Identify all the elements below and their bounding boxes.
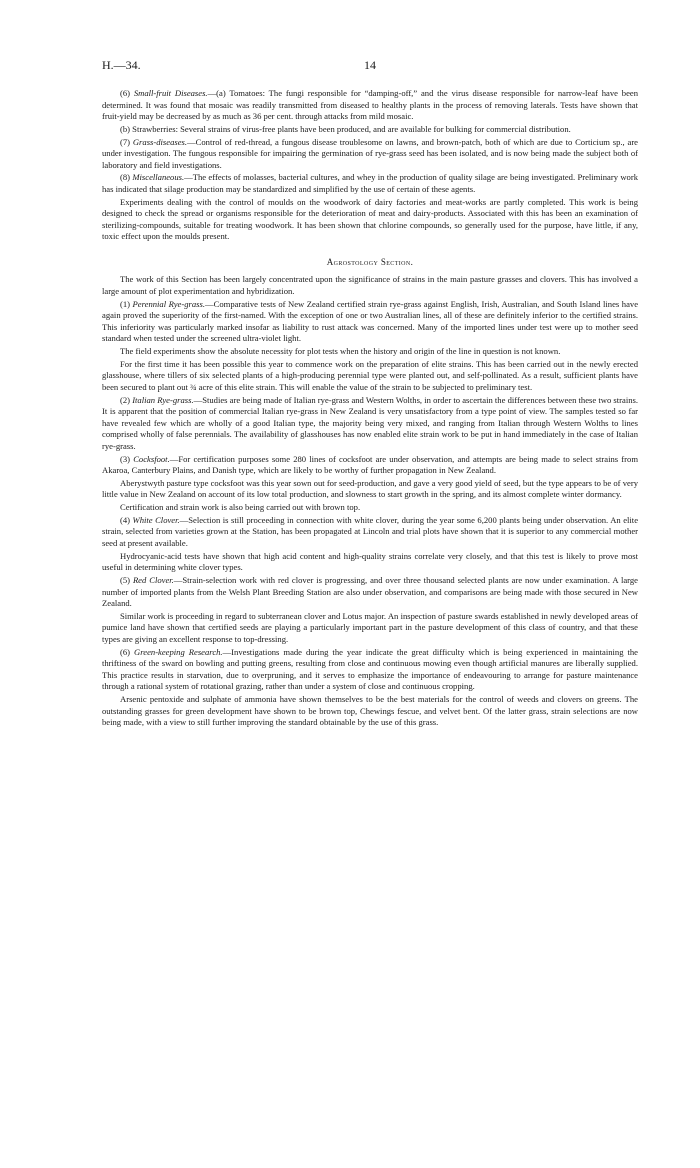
paragraph-text: Arsenic pentoxide and sulphate of ammonia have shown themselves to be the best materials for the control of weeds and clovers on greens. The outstanding grasses for green development have shown to be brown top, Chewings fescue, and velvet bent. Of the latter grass, strain selections are now being made, with a view to still further improving the standard obtainable by the use of this grass. bbox=[102, 693, 638, 728]
paragraph-number: (4) bbox=[120, 514, 133, 525]
paragraph bbox=[102, 647, 638, 693]
paragraph-text: —Strain-selection work with red clover is progressing, and over three thousand selected plants are now under examination. A large number of imported plants from the Welsh Plant Breeding Station are also under observation, and comparisons are being made with those secured in New Zealand. bbox=[102, 574, 638, 609]
paragraph-number: (6) bbox=[120, 88, 134, 98]
paragraph-text: The work of this Section has been largely concentrated upon the significance of strains in the main pasture grasses and clovers. This has involved a large amount of plot experimentation and hybridization. bbox=[102, 274, 638, 296]
document-body bbox=[102, 88, 638, 730]
paragraph-title: Small-fruit Diseases. bbox=[133, 88, 208, 98]
paragraph bbox=[102, 346, 638, 358]
paragraph-title: Italian Rye-grass. bbox=[132, 394, 194, 405]
page-number: 14 bbox=[364, 58, 376, 72]
paragraph bbox=[102, 137, 638, 172]
paragraph bbox=[102, 515, 638, 550]
paragraph-text: —Comparative tests of New Zealand certified strain rye-grass against English, Irish, Australian, and South Island lines have again proved the superiority of the first-named. With the exception of one or two Australian lines, all of these are definitely inferior to the certified strains. This inferiority was particularly marked insofar as liability to rust attack was concerned. Many of the imported lines under test were up to mother seed standard when tested under the screened ultra-violet light. bbox=[102, 298, 639, 344]
paragraph-text: —(a) Tomatoes: The fungi responsible for “damping-off,” and the virus disease responsible for narrow-leaf have been determined. It was found that mosaic was readily transmitted from diseased to healthy plants in the process of removing laterals. Tests have shown that fruit-yield may be decreased by as much as 36 per cent. through attacks from mild mosaic. bbox=[102, 88, 638, 122]
paragraph-text: Certification and strain work is also being carried out with brown top. bbox=[120, 502, 361, 513]
paragraph-number: (8) bbox=[120, 172, 133, 183]
paragraph bbox=[102, 299, 638, 345]
paragraph-title: Grass-diseases. bbox=[132, 136, 188, 147]
paragraph-number: (3) bbox=[120, 453, 134, 464]
paragraph-number: (2) bbox=[120, 394, 133, 405]
paragraph-title: White Clover. bbox=[132, 514, 180, 525]
paragraph-text: Experiments dealing with the control of moulds on the woodwork of dairy factories and meat-works are partly completed. This work is being designed to check the spread or organisms responsible for the deterioration of meat and dairy-products. Associated with this has been an examination of sterilizing-compounds, suitable for treating woodwork. It has been shown that chlorine compounds, so generally used for the purpose, have little, if any, toxic effect upon the moulds present. bbox=[102, 196, 638, 242]
paragraph bbox=[102, 274, 638, 297]
paragraph-title: Cocksfoot. bbox=[133, 453, 170, 464]
paragraph-number: (5) bbox=[120, 574, 133, 585]
paragraph bbox=[102, 359, 638, 394]
paragraph bbox=[102, 124, 638, 136]
paragraph-title: Green-keeping Research. bbox=[134, 646, 223, 657]
paragraph bbox=[102, 88, 638, 123]
paragraph-text: —Investigations made during the year indicate the great difficulty which is being experienced in maintaining the thriftiness of the sward on bowling and putting greens, resulting from close and continuous mowing even though artificial manures are liberally supplied. This practice results in starvation, due to overpruning, and it serves to emphasize the importance of endeavouring to arrange for pasture maintenance through a rational system of rotational grazing, rather than under a system of close and continuous cropping. bbox=[102, 646, 638, 692]
paragraph-text: (b) Strawberries: Several strains of virus-free plants have been produced, and are available for bulking for commercial distribution. bbox=[120, 123, 571, 134]
paragraph bbox=[102, 172, 638, 195]
paragraph-text: —The effects of molasses, bacterial cultures, and whey in the production of quality silage are being investigated. Preliminary work has indicated that silage production may be standardized and simplified by the use of certain of these agents. bbox=[102, 172, 639, 194]
paragraph-title: Perennial Rye-grass. bbox=[132, 298, 206, 309]
section-heading: Agrostology Section. bbox=[326, 256, 414, 267]
paragraph-text: —Control of red-thread, a fungous disease troublesome on lawns, and brown-patch, both of which are due to Corticium sp., are under investigation. The fungous responsible for impairing the germination of rye-grass seed has been isolated, and is now being made the subject both of laboratory and field investigations. bbox=[102, 136, 638, 170]
paragraph-number: (6) bbox=[120, 646, 135, 657]
paragraph-text: The field experiments show the absolute necessity for plot tests when the history and origin of the line in question is not known. bbox=[120, 346, 561, 357]
paragraph bbox=[102, 454, 638, 477]
paragraph-group-agrostology bbox=[102, 274, 638, 728]
paragraph-text: Hydrocyanic-acid tests have shown that high acid content and high-quality strains correlate very closely, and that this test is likely to prove most useful in determining white clover types. bbox=[102, 550, 638, 573]
document-reference: H.—34. bbox=[102, 58, 141, 72]
paragraph-text: Similar work is proceeding in regard to subterranean clover and Lotus major. An inspection of pasture swards established in newly developed areas of pumice land have shown that certified seeds are playing a particularly important part in the pasture development of this class of country, and that these types are giving an excellent response to top-dressing. bbox=[102, 610, 638, 644]
page-header bbox=[102, 58, 638, 74]
paragraph-number: (1) bbox=[120, 298, 133, 309]
paragraph bbox=[102, 395, 638, 453]
paragraph bbox=[102, 478, 638, 501]
paragraph bbox=[102, 694, 638, 729]
paragraph bbox=[102, 551, 638, 574]
paragraph-title: Red Clover. bbox=[132, 574, 174, 585]
paragraph-text: —Studies are being made of Italian rye-grass and Western Wolths, in order to ascertain the differences between these two strains. It is apparent that the position of commercial Italian rye-grass in New Zealand is very unsatisfactory from a type point of view. The samples tested so far have revealed few which are wholly of a good Italian type, the majority being very mixed, and ranging from Italian through Western Wolths to lines comprised wholly of false perennials. The availability of glasshouses has now enabled elite strain work to be put in hand immediately in the case of Italian rye-grass. bbox=[102, 394, 638, 451]
paragraph-text: Aberystwyth pasture type cocksfoot was this year sown out for seed-production, and gave a very good yield of seed, but the type appears to be of very little value in New Zealand on account of its low total production, and slowness to start growth in the spring, and its almost complete winter dormancy. bbox=[102, 477, 638, 500]
paragraph bbox=[102, 197, 638, 243]
paragraph-text: —Selection is still proceeding in connection with white clover, during the year some 6,200 plants being under observation. An elite strain, selected from varieties grown at the Station, has been propagated at Lincoln and trial plots have shown that it is superior to any commercial mother seed at present available. bbox=[102, 514, 639, 548]
paragraph bbox=[102, 575, 638, 610]
paragraph bbox=[102, 611, 638, 646]
paragraph-number: (7) bbox=[120, 136, 133, 147]
paragraph-group-top bbox=[102, 88, 638, 243]
paragraph-text: For the first time it has been possible this year to commence work on the preparation of elite strains. This has been carried out in the newly erected glasshouse, where tillers of six selected plants of a high-producing perennial type were planted out, and self-pollinated. As a result, sufficient plants have been secured to plant out ¾ acre of this elite strain. This will enable the value of the strain to be subjected to preliminary test. bbox=[102, 358, 638, 392]
paragraph bbox=[102, 502, 638, 514]
paragraph-text: —For certification purposes some 280 lines of cocksfoot are under observation, and attempts are being made to select strains from Akaroa, Canterbury Plains, and Danish type, which are likely to be worthy of further propagation in New Zealand. bbox=[102, 453, 638, 476]
paragraph-title: Miscellaneous. bbox=[132, 172, 185, 183]
